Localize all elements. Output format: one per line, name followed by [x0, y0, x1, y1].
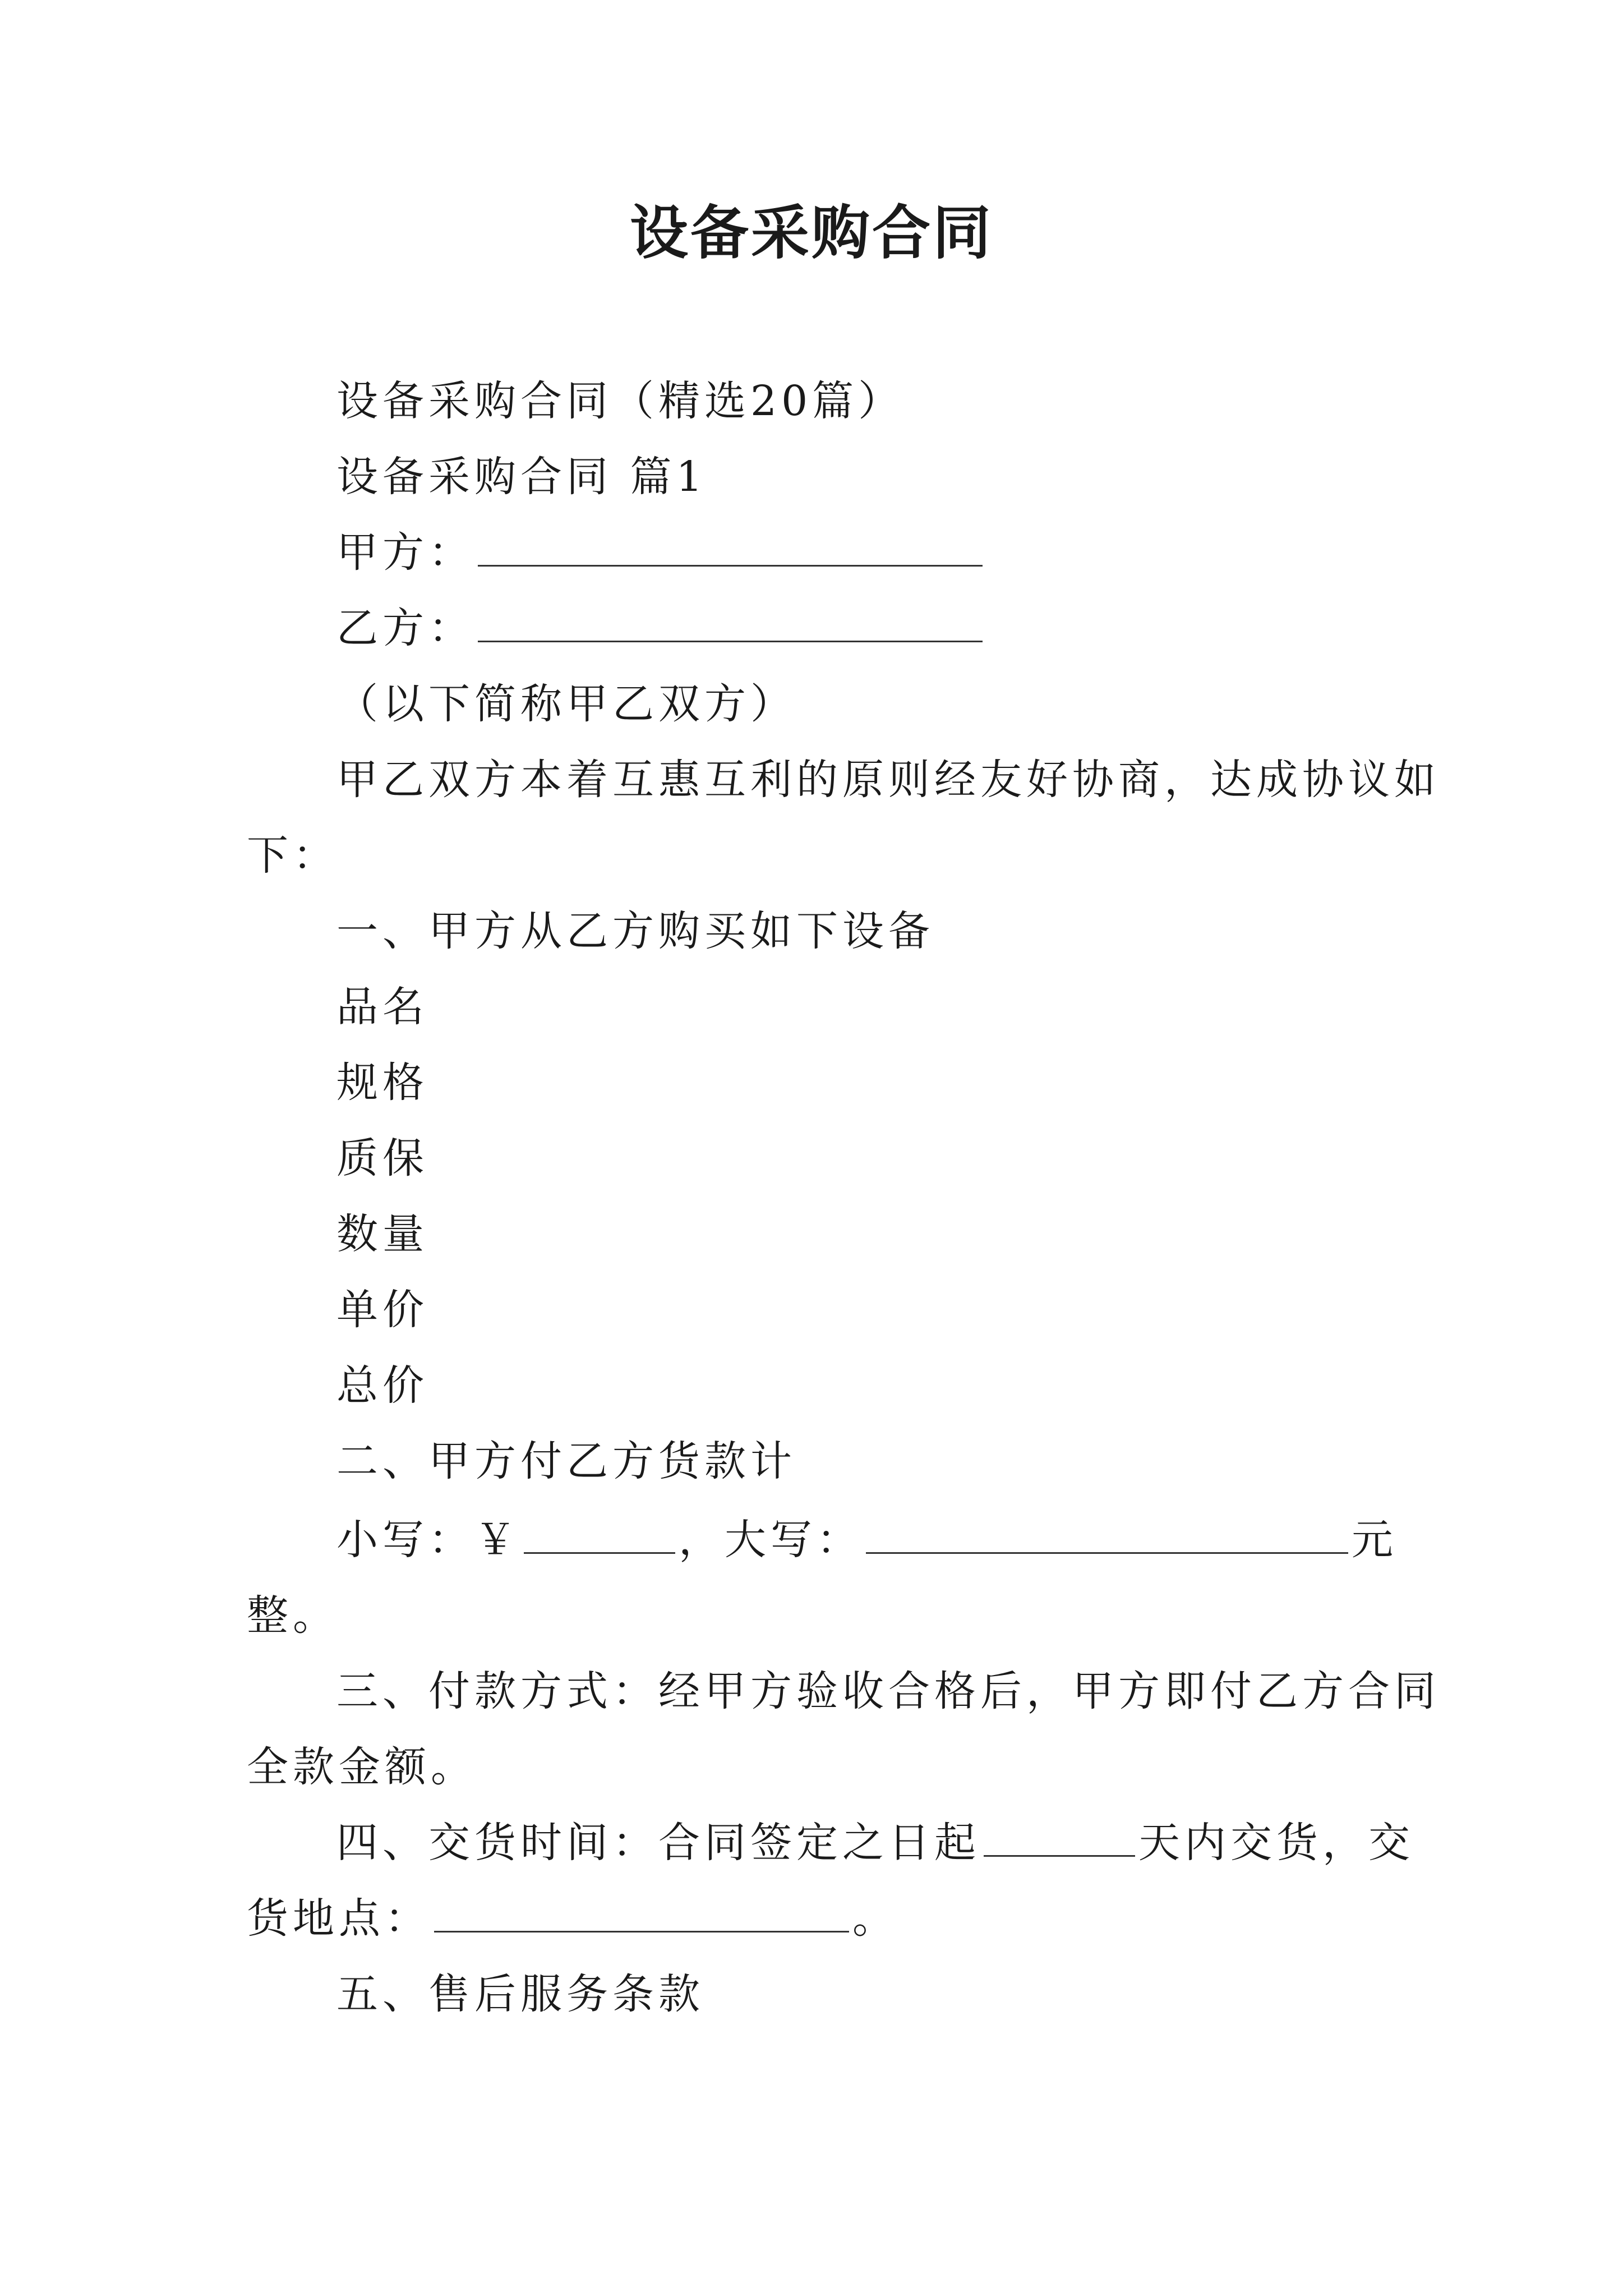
clause-4-end: 。 [852, 1894, 898, 1943]
party-a-blank [478, 523, 983, 567]
item-spec: 规格 [336, 1059, 428, 1107]
clause-2-heading: 二、甲方付乙方货款计 [336, 1437, 796, 1485]
party-a-label: 甲方： [336, 528, 474, 577]
clause-5-heading: 五、售后服务条款 [336, 1970, 704, 2018]
party-b-blank [478, 599, 983, 642]
clause-4-prefix: 四、交货时间：合同签定之日起 [336, 1819, 980, 1867]
clause-4-suffix: 天内交货，交 [1138, 1819, 1414, 1867]
item-unit-price: 单价 [336, 1286, 428, 1334]
party-b-line [336, 597, 986, 659]
party-a-line [336, 522, 986, 583]
delivery-days-blank [984, 1814, 1135, 1857]
item-total-price: 总价 [336, 1361, 428, 1410]
item-warranty: 质保 [336, 1134, 428, 1182]
clause-4-line-2 [247, 1888, 898, 1949]
amount-line-2: 整。 [247, 1591, 339, 1640]
delivery-place-label: 货地点： [247, 1894, 431, 1943]
clause-3-line-2: 全款金额。 [247, 1743, 477, 1791]
delivery-place-blank [434, 1889, 849, 1932]
amount-big-label: ，大写： [679, 1516, 863, 1564]
intro-line-2: 下： [247, 831, 339, 880]
amount-line [336, 1509, 1398, 1571]
amount-small-blank [524, 1511, 675, 1554]
amount-small-label: 小写：￥ [336, 1516, 520, 1564]
abbrev-note: （以下简称甲乙双方） [336, 680, 796, 728]
item-quantity: 数量 [336, 1210, 428, 1258]
section-heading: 设备采购合同 篇1 [336, 453, 707, 501]
intro-line-1: 甲乙双方本着互惠互利的原则经友好协商，达成协议如 [336, 756, 1440, 804]
clause-4-line-1 [336, 1812, 1414, 1874]
clause-3-line-1: 三、付款方式：经甲方验收合格后，甲方即付乙方合同 [336, 1667, 1440, 1715]
item-name: 品名 [336, 983, 428, 1031]
page-title: 设备采购合同 [629, 198, 993, 267]
subtitle: 设备采购合同（精选20篇） [336, 377, 905, 425]
amount-big-blank [866, 1511, 1348, 1554]
party-b-label: 乙方： [336, 604, 474, 652]
clause-1-heading: 一、甲方从乙方购买如下设备 [336, 907, 934, 955]
amount-suffix: 元 [1352, 1516, 1398, 1564]
